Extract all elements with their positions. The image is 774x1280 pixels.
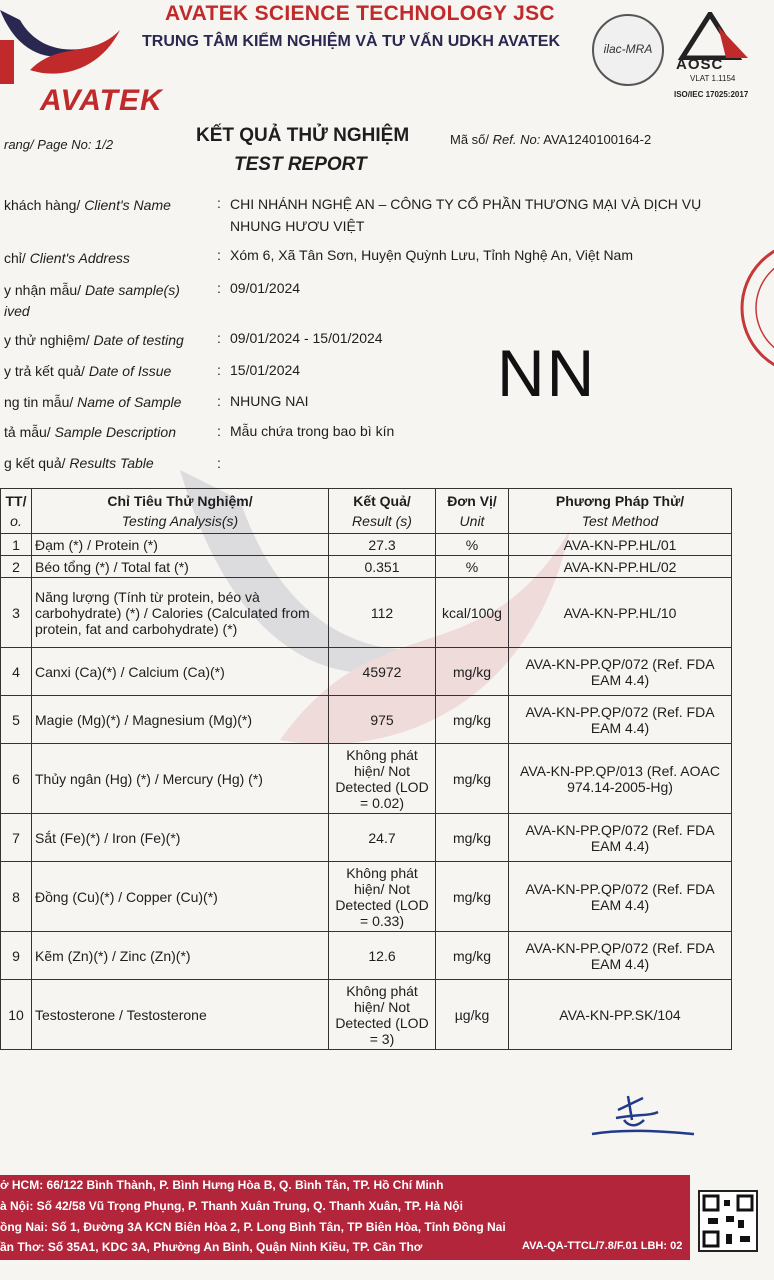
row-result: 12.6 xyxy=(329,932,436,980)
row-unit: kcal/100g xyxy=(436,578,509,648)
signature-icon xyxy=(588,1090,698,1142)
logo-wordmark: AVATEK xyxy=(40,84,163,117)
colon: : xyxy=(217,247,221,263)
col-result-header: Kết Quả/ Result (s) xyxy=(329,489,436,534)
results-table xyxy=(0,488,732,1050)
results-table-label: g kết quả/ Results Table xyxy=(4,455,154,471)
company-name: AVATEK SCIENCE TECHNOLOGY JSC xyxy=(165,2,555,25)
table-row xyxy=(1,648,732,696)
date-issue-label: y trả kết quả/ Date of Issue xyxy=(4,363,172,379)
iso-text: ISO/IEC 17025:2017 xyxy=(674,90,749,99)
ilac-mra-badge xyxy=(592,14,664,86)
footer-address-cantho: ần Thơ: Số 35A1, KDC 3A, Phường An Bình, Quận Ninh Kiều, TP. Cần Thơ xyxy=(0,1240,423,1254)
row-analysis: Testosterone / Testosterone xyxy=(32,980,329,1050)
date-received-label: y nhận mẫu/ Date sample(s) ived xyxy=(4,282,180,319)
ref-label-en: Ref. No: xyxy=(492,132,541,147)
row-result: 975 xyxy=(329,696,436,744)
sample-name-label: ng tin mẫu/ Name of Sample xyxy=(4,394,182,410)
row-number: 6 xyxy=(1,744,32,814)
colon: : xyxy=(217,362,221,378)
col-analysis-header: Chỉ Tiêu Thử Nghiệm/ Testing Analysis(s) xyxy=(32,489,329,534)
colon: : xyxy=(217,455,221,471)
row-number: 2 xyxy=(1,556,32,578)
footer-address-hanoi: à Nội: Số 42/58 Vũ Trọng Phụng, P. Thanh Xuân Trung, Q. Thanh Xuân, TP. Hà Nội xyxy=(0,1199,463,1213)
row-unit: % xyxy=(436,534,509,556)
row-analysis: Sắt (Fe)(*) / Iron (Fe)(*) xyxy=(32,814,329,862)
footer-address-dongnai: ồng Nai: Số 1, Đường 3A KCN Biên Hòa 2, P. Long Bình Tân, TP Biên Hòa, Tỉnh Đồng Nai xyxy=(0,1220,506,1234)
row-number: 8 xyxy=(1,862,32,932)
colon: : xyxy=(217,280,221,296)
qr-code-icon xyxy=(698,1190,758,1252)
row-unit: mg/kg xyxy=(436,814,509,862)
report-title-vi: KẾT QUẢ THỬ NGHIỆM xyxy=(196,125,410,146)
footer-address-hcm: ở HCM: 66/122 Bình Thành, P. Bình Hưng Hòa B, Q. Bình Tân, TP. Hồ Chí Minh xyxy=(0,1178,444,1192)
row-analysis: Năng lượng (Tính từ protein, béo và carbohydrate) (*) / Calories (Calculated from protein, fat and carbohydrate) (*) xyxy=(32,578,329,648)
row-number: 9 xyxy=(1,932,32,980)
row-result: 27.3 xyxy=(329,534,436,556)
row-analysis: Đạm (*) / Protein (*) xyxy=(32,534,329,556)
row-method: AVA-KN-PP.HL/02 xyxy=(509,556,732,578)
date-testing-label: y thử nghiệm/ Date of testing xyxy=(4,332,184,348)
row-unit: mg/kg xyxy=(436,648,509,696)
aosc-triangle-icon xyxy=(668,12,760,60)
client-name-value: CHI NHÁNH NGHỆ AN – CÔNG TY CỔ PHẦN THƯƠNG MẠI VÀ DỊCH VỤ NHUNG HƯƠU VIỆT xyxy=(230,196,702,234)
vlat-text: VLAT 1.1154 xyxy=(690,74,736,83)
row-number: 5 xyxy=(1,696,32,744)
handwritten-stamp-nn: NN xyxy=(497,336,597,410)
row-analysis: Canxi (Ca)(*) / Calcium (Ca)(*) xyxy=(32,648,329,696)
row-unit: mg/kg xyxy=(436,932,509,980)
row-unit: % xyxy=(436,556,509,578)
colon: : xyxy=(217,393,221,409)
table-row xyxy=(1,814,732,862)
table-header-row xyxy=(1,489,732,534)
center-name: TRUNG TÂM KIỂM NGHIỆM VÀ TƯ VẤN UDKH AVATEK xyxy=(142,33,560,50)
page-number: rang/ Page No: 1/2 xyxy=(4,137,114,152)
table-row xyxy=(1,696,732,744)
row-method: AVA-KN-PP.QP/072 (Ref. FDA EAM 4.4) xyxy=(509,696,732,744)
ref-label: Mã số/ xyxy=(450,132,490,147)
col-method-header: Phương Pháp Thử/ Test Method xyxy=(509,489,732,534)
row-analysis: Đồng (Cu)(*) / Copper (Cu)(*) xyxy=(32,862,329,932)
date-issue-value: 15/01/2024 xyxy=(230,362,301,378)
row-result: 112 xyxy=(329,578,436,648)
client-address-label: chỉ/ Client's Address xyxy=(4,250,130,266)
row-number: 1 xyxy=(1,534,32,556)
row-method: AVA-KN-PP.QP/013 (Ref. AOAC 974.14-2005-Hg) xyxy=(509,744,732,814)
report-title-en: TEST REPORT xyxy=(234,154,367,175)
reference-number xyxy=(450,132,651,147)
row-method: AVA-KN-PP.QP/072 (Ref. FDA EAM 4.4) xyxy=(509,932,732,980)
row-number: 7 xyxy=(1,814,32,862)
row-result: Không phát hiện/ Not Detected (LOD = 3) xyxy=(329,980,436,1050)
ref-value: AVA1240100164-2 xyxy=(543,132,652,147)
sample-description-value: Mẫu chứa trong bao bì kín xyxy=(230,423,395,439)
row-analysis: Kẽm (Zn)(*) / Zinc (Zn)(*) xyxy=(32,932,329,980)
row-result: 0.351 xyxy=(329,556,436,578)
table-row xyxy=(1,862,732,932)
col-unit-header: Đơn Vị/ Unit xyxy=(436,489,509,534)
table-row xyxy=(1,980,732,1050)
row-method: AVA-KN-PP.QP/072 (Ref. FDA EAM 4.4) xyxy=(509,814,732,862)
ilac-text: ilac-MRA xyxy=(603,42,653,56)
red-seal-icon xyxy=(738,238,774,378)
row-analysis: Magie (Mg)(*) / Magnesium (Mg)(*) xyxy=(32,696,329,744)
form-code: AVA-QA-TTCL/7.8/F.01 LBH: 02 xyxy=(522,1240,683,1252)
col-no-header: TT/ o. xyxy=(1,489,32,534)
colon: : xyxy=(217,330,221,346)
sample-description-label: tả mẫu/ Sample Description xyxy=(4,424,176,440)
client-name-label: khách hàng/ Client's Name xyxy=(4,197,171,213)
row-method: AVA-KN-PP.HL/01 xyxy=(509,534,732,556)
date-received-value: 09/01/2024 xyxy=(230,280,301,296)
row-result: 45972 xyxy=(329,648,436,696)
row-number: 3 xyxy=(1,578,32,648)
row-method: AVA-KN-PP.QP/072 (Ref. FDA EAM 4.4) xyxy=(509,862,732,932)
row-unit: mg/kg xyxy=(436,862,509,932)
row-result: Không phát hiện/ Not Detected (LOD = 0.02) xyxy=(329,744,436,814)
row-method: AVA-KN-PP.HL/10 xyxy=(509,578,732,648)
aosc-text: AOSC xyxy=(676,56,724,73)
row-analysis: Thủy ngân (Hg) (*) / Mercury (Hg) (*) xyxy=(32,744,329,814)
row-unit: mg/kg xyxy=(436,744,509,814)
row-method: AVA-KN-PP.QP/072 (Ref. FDA EAM 4.4) xyxy=(509,648,732,696)
colon: : xyxy=(217,423,221,439)
avatek-logo-icon xyxy=(0,0,130,90)
sample-name-value: NHUNG NAI xyxy=(230,393,309,409)
row-number: 4 xyxy=(1,648,32,696)
table-row xyxy=(1,578,732,648)
table-row xyxy=(1,556,732,578)
row-unit: mg/kg xyxy=(436,696,509,744)
client-address-value: Xóm 6, Xã Tân Sơn, Huyện Quỳnh Lưu, Tỉnh Nghệ An, Việt Nam xyxy=(230,247,633,263)
row-analysis: Béo tổng (*) / Total fat (*) xyxy=(32,556,329,578)
row-result: Không phát hiện/ Not Detected (LOD = 0.33) xyxy=(329,862,436,932)
table-row xyxy=(1,534,732,556)
aosc-badge xyxy=(668,12,760,102)
table-row xyxy=(1,932,732,980)
row-unit: µg/kg xyxy=(436,980,509,1050)
colon: : xyxy=(217,195,221,211)
date-testing-value: 09/01/2024 - 15/01/2024 xyxy=(230,330,383,346)
table-row xyxy=(1,744,732,814)
row-method: AVA-KN-PP.SK/104 xyxy=(509,980,732,1050)
row-number: 10 xyxy=(1,980,32,1050)
row-result: 24.7 xyxy=(329,814,436,862)
